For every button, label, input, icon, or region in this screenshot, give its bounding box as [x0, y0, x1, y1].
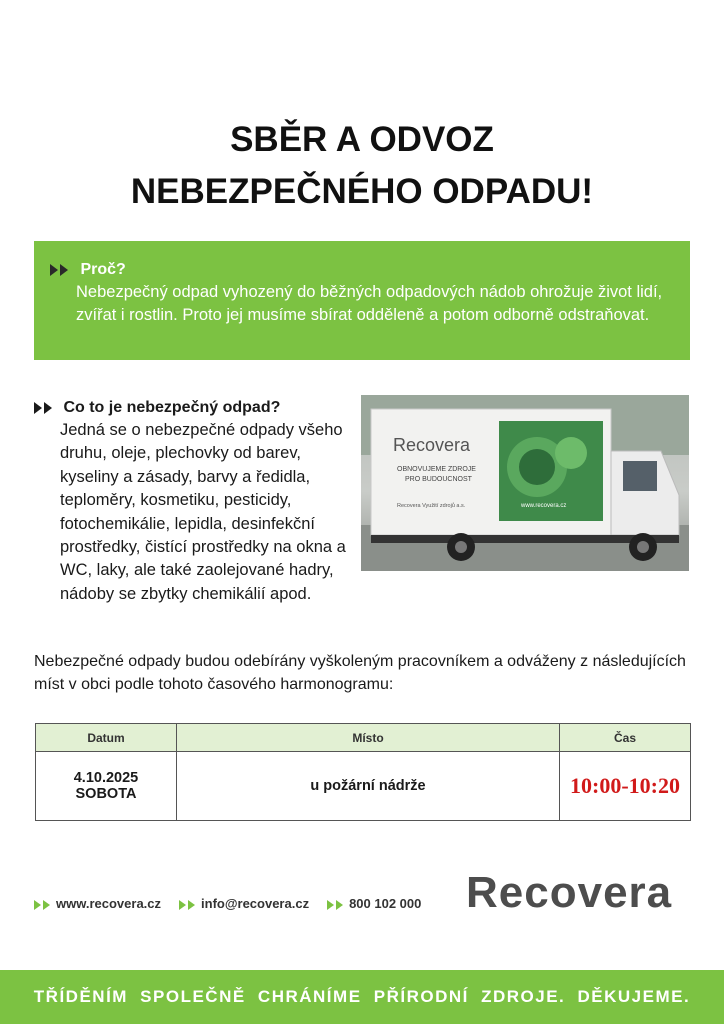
truck-photo: [361, 395, 689, 571]
double-arrow-icon: [34, 399, 54, 416]
footer-banner: TŘÍDĚNÍM SPOLEČNĚ CHRÁNÍME PŘÍRODNÍ ZDROJE. DĚKUJEME.: [0, 970, 724, 1024]
phone-number[interactable]: 800 102 000: [349, 896, 422, 911]
what-heading-row: [34, 396, 354, 419]
date-value: 4.10.2025: [73, 770, 139, 786]
table-header-row: [36, 724, 691, 752]
why-heading: Proč?: [80, 261, 126, 278]
why-section: [34, 241, 690, 360]
truck-small-text: Recovera Využití zdrojů a.s.: [397, 503, 466, 509]
contact-web[interactable]: [34, 896, 161, 911]
double-arrow-icon: [327, 896, 345, 911]
why-heading-row: [50, 259, 674, 281]
contacts-row: [34, 896, 421, 911]
contact-phone[interactable]: [327, 896, 421, 911]
cell-place: u požární nádrže: [177, 752, 560, 821]
table-row: [36, 752, 691, 821]
email-link[interactable]: info@recovera.cz: [201, 896, 310, 911]
what-section: [34, 396, 354, 606]
cell-time: 10:00-10:20: [560, 752, 691, 821]
contact-email[interactable]: [179, 896, 309, 911]
double-arrow-icon: [179, 896, 197, 911]
intro-text: Nebezpečné odpady budou odebírány vyškoleným pracovníkem a odváženy z následujících míst v obci podle tohoto časového harmonogramu:: [34, 653, 686, 693]
truck-slogan-1: OBNOVUJEME ZDROJE: [397, 466, 476, 473]
double-arrow-icon: [50, 261, 70, 278]
cell-date: [36, 752, 177, 821]
title-line-2: NEBEZPEČNÉHO ODPADU!: [130, 172, 594, 211]
header-date: Datum: [36, 724, 177, 752]
header-time: Čas: [560, 724, 691, 752]
what-heading: Co to je nebezpečný odpad?: [63, 399, 281, 416]
header-place: Místo: [177, 724, 560, 752]
truck-illustration: [361, 395, 689, 571]
truck-slogan-2: PRO BUDOUCNOST: [405, 476, 472, 483]
web-link[interactable]: www.recovera.cz: [56, 896, 162, 911]
truck-url: www.recovera.cz: [521, 503, 567, 509]
what-text: Jedná se o nebezpečné odpady všeho druhu, oleje, plechovky od barev, kyseliny a zásady, barvy a ředidla, teploměry, kosmetiku, pesticidy, fotochemikálie, lepidla, desinfekční prostředky, čistící prostředky na okna a WC, laky, ale také zaolejované hadry, nádoby se zbytky chemikálií apod.: [60, 421, 346, 603]
recovera-logo: Recovera: [466, 868, 673, 917]
title-line-1: SBĚR A ODVOZ: [230, 120, 494, 159]
schedule-table: [35, 723, 691, 821]
truck-brand: Recovera: [393, 435, 471, 455]
why-text: Nebezpečný odpad vyhozený do běžných odpadových nádob ohrožuje život lidí, zvířat i rostlin. Proto jej musíme sbírat odděleně a potom odborně odstraňovat.: [76, 283, 663, 324]
day-value: SOBOTA: [75, 786, 137, 802]
double-arrow-icon: [34, 896, 52, 911]
